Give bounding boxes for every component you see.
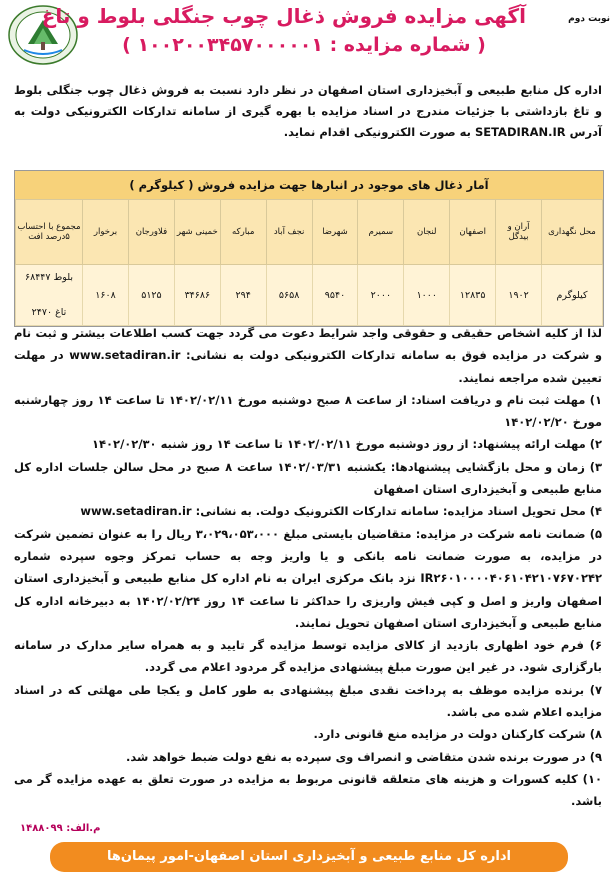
header-cell: محل نگهداری: [542, 200, 603, 265]
header-cell: آران و بیدگل: [496, 200, 542, 265]
header-cell: فلاورجان: [128, 200, 174, 265]
table-cell: ۵۱۲۵: [128, 265, 174, 326]
condition-item: ۱) مهلت ثبت نام و دریافت اسناد: از ساعت ۸ صبح دوشنبه مورخ ۱۴۰۲/۰۲/۱۱ تا ساعت ۱۴ روز چهارشنبه مورخ ۱۴۰۲/۰۲/۲۰: [14, 392, 602, 430]
stock-table: [14, 170, 604, 327]
intro-paragraph: اداره کل منابع طبیعی و آبخیزداری استان اصفهان در نظر دارد نسبت به فروش ذغال چوب جنگلی بلوط و تاغ بازداشتی با جزئیات مندرج در اسناد مزایده با بهره گیری از سامانه تدارکات الکترونیکی دولت به آدرس SETADIRAN.IR به صورت الکترونیکی اقدام نماید.: [14, 83, 602, 139]
condition-item: ۲) مهلت ارائه پیشنهاد: از روز دوشنبه مورخ ۱۴۰۲/۰۲/۱۱ تا ساعت ۱۴ روز شنبه ۱۴۰۲/۰۲/۳۰: [92, 437, 602, 452]
table-cell: ۲۰۰۰: [358, 265, 404, 326]
ad-code: م.الف: ۱۴۸۸۰۹۹: [20, 823, 101, 834]
condition-item: ۸) شرکت کارکنان دولت در مزایده منع قانونی دارد.: [313, 727, 602, 742]
auction-number: ( شماره مزایده : ۱۰۰۲۰۰۳۴۵۷۰۰۰۰۰۱ ): [122, 34, 486, 56]
footer-banner: اداره کل منابع طبیعی و آبخیزداری استان اصفهان-امور پیمان‌ها: [50, 842, 568, 872]
table-cell: ۱۶۰۸: [83, 265, 129, 326]
condition-item: ۳) زمان و محل بازگشایی پیشنهادها: یکشنبه ۱۴۰۲/۰۳/۳۱ ساعت ۸ صبح در محل سالن جلسات اداره کل منابع طبیعی و آبخیزداری استان اصفهان: [14, 459, 602, 497]
table-cell: ۲۹۴: [220, 265, 266, 326]
condition-item: ۵) ضمانت نامه شرکت در مزایده: متقاضیان بایستی مبلغ ۳،۰۲۹،۰۵۳،۰۰۰ ریال را به عنوان تضمین شرکت در مزایده، به صورت ضمانت نامه بانکی و یا واریز وجه به حساب تمرکز وجوه سپرده شماره IR۲۶۰۱۰۰۰۰۴۰۶۱۰۴۲۱۰۷۶۷۰۲۴۲ نزد بانک مرکزی ایران به نام اداره کل منابع طبیعی و آبخیزداری استان اصفهان واریز و اصل و کپی فیش واریزی را حداکثر تا ساعت ۱۴ روز ۱۴۰۲/۰۲/۲۴ به دبیرخانه اداره کل منابع طبیعی و آبخیزداری استان اصفهان تحویل نمایند.: [14, 526, 602, 630]
header-cell: مبارکه: [220, 200, 266, 265]
header-cell: خمینی شهر: [174, 200, 220, 265]
stock-grid: [15, 199, 603, 326]
table-cell: ۱۹۰۲: [496, 265, 542, 326]
header-cell: مجموع با احتساب ۵درصد افت: [16, 200, 83, 265]
header-cell: شهرضا: [312, 200, 358, 265]
table-title: آمار ذغال های موجود در انبارها جهت مزایده فروش ( کیلوگرم ): [15, 171, 603, 199]
total-oak: بلوط ۶۸۴۴۷: [24, 272, 74, 283]
table-header-row: [16, 200, 603, 265]
header-cell: سمیرم: [358, 200, 404, 265]
table-cell: ۳۴۶۸۶: [174, 265, 220, 326]
conditions-list: [14, 322, 602, 813]
total-cell: [16, 265, 83, 326]
condition-item: ۶) فرم خود اظهاری بازدید از کالای مزایده توسط مزایده گر تایید و به همراه سایر مدارک در سامانه بارگزاری شود. در غیر این صورت مبلغ پیشنهادی مزایده گر مردود اعلام می گردد.: [14, 638, 602, 675]
table-cell: ۵۶۵۸: [266, 265, 312, 326]
condition-item: ۴) محل تحویل اسناد مزایده: سامانه تدارکات الکترونیک دولت. به نشانی: www.setadiran.ir: [80, 504, 602, 519]
table-cell: ۱۲۸۳۵: [450, 265, 496, 326]
condition-item: ۹) در صورت برنده شدن متقاضی و انصراف وی سپرده به نفع دولت ضبط خواهد شد.: [125, 749, 602, 764]
print-round-label: نوبت دوم: [568, 14, 610, 24]
ad-title: آگهی مزایده فروش ذغال چوب جنگلی بلوط و تاغ: [41, 4, 526, 28]
table-cell: کیلوگرم: [542, 265, 603, 326]
table-cell: ۹۵۴۰: [312, 265, 358, 326]
header-cell: نجف آباد: [266, 200, 312, 265]
condition-item: ۱۰) کلیه کسورات و هزینه های متعلقه قانونی مربوط به مزایده در صورت تعلق به عهده مزایده گر می باشد.: [14, 771, 602, 809]
header-cell: لنجان: [404, 200, 450, 265]
table-row: [16, 265, 603, 326]
header-cell: برخوار: [83, 200, 129, 265]
condition-item: ۷) برنده مزایده موظف به پرداخت نقدی مبلغ پیشنهادی به طور کامل و یکجا طی مهلتی که در اسناد مزایده اعلام شده می باشد.: [14, 682, 602, 720]
total-taq: تاغ ۲۴۷۰: [31, 307, 67, 318]
invitation-paragraph: لذا از کلیه اشخاص حقیقی و حقوقی واجد شرایط دعوت می گردد جهت کسب اطلاعات بیشتر و ثبت نام و شرکت در مزایده فوق به سامانه تدارکات الکترونیکی دولت به نشانی: www.setadiran.ir در مهلت تعیین شده مراجعه نمایند.: [14, 326, 603, 385]
header-cell: اصفهان: [450, 200, 496, 265]
table-cell: ۱۰۰۰: [404, 265, 450, 326]
